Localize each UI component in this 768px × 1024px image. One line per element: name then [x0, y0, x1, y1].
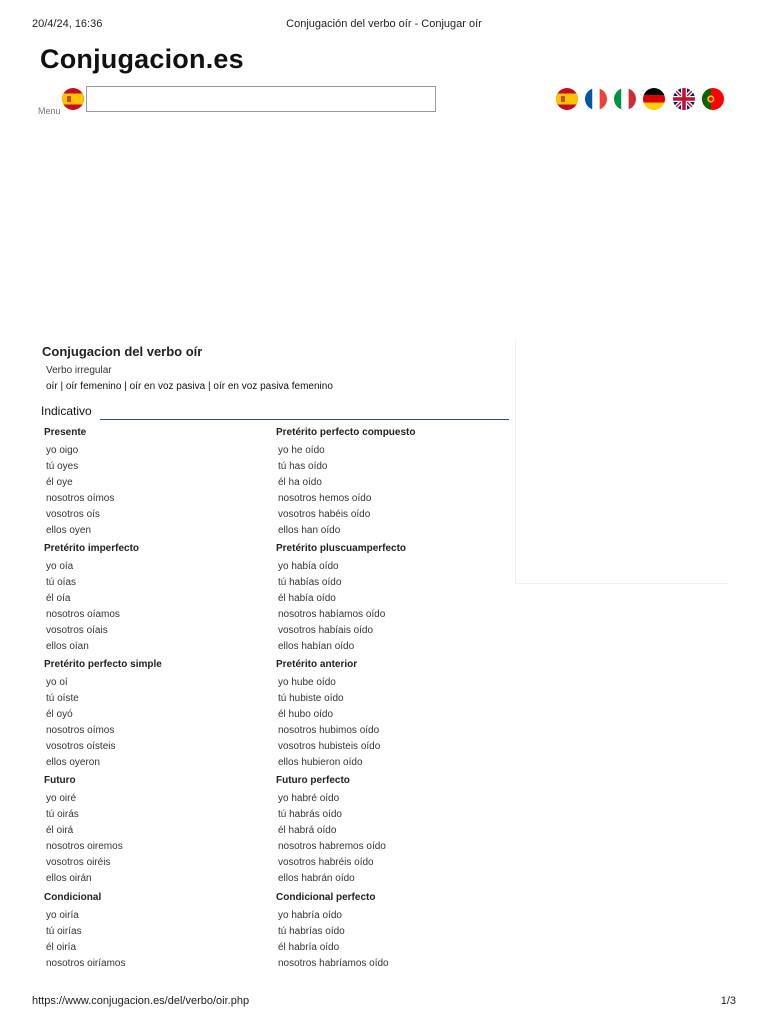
link-oir-voz-pasiva[interactable]: oír en voz pasiva [129, 381, 206, 392]
france-flag-icon[interactable] [585, 88, 607, 110]
conjugation-row: nosotros habríamos oído [278, 958, 389, 969]
conjugation-row: ellos habrán oído [278, 873, 355, 884]
italy-flag-icon[interactable] [614, 88, 636, 110]
link-separator: | [124, 381, 127, 392]
conjugation-row: nosotros habremos oído [278, 841, 386, 852]
spain-flag-icon[interactable] [556, 88, 578, 110]
conjugation-row: vosotros habréis oído [278, 857, 374, 868]
conjugation-row: yo hube oído [278, 677, 336, 688]
conjugation-row: él oirá [46, 825, 74, 836]
conjugation-row: él ha oído [278, 477, 322, 488]
conjugation-row: nosotros oíamos [46, 609, 120, 620]
link-oir-voz-pasiva-femenino[interactable]: oír en voz pasiva femenino [213, 381, 333, 392]
site-logo[interactable]: Conjugacion.es [40, 44, 244, 74]
conjugation-row: vosotros oíais [46, 625, 108, 636]
germany-flag-icon[interactable] [643, 88, 665, 110]
link-oir-femenino[interactable]: oír femenino [65, 381, 122, 392]
tense-preterito-pluscuamperfecto [276, 542, 496, 656]
conjugation-row: él habría oído [278, 942, 340, 953]
tense-futuro-perfecto [276, 774, 496, 888]
print-header [0, 18, 768, 32]
tense-name: Pretérito imperfecto [44, 543, 140, 554]
tense-name: Futuro perfecto [276, 775, 350, 786]
conjugation-row: tú oíste [46, 693, 79, 704]
conjugation-row: yo habré oído [278, 793, 340, 804]
conjugation-row: tú habrías oído [278, 926, 345, 937]
tense-preterito-perfecto-compuesto [276, 426, 496, 540]
conjugation-row: nosotros hubimos oído [278, 725, 380, 736]
print-datetime: 20/4/24, 16:36 [32, 18, 103, 30]
conjugation-row: ellos hubieron oído [278, 757, 363, 768]
conjugation-row: yo he oído [278, 445, 325, 456]
conjugation-row: vosotros oísteis [46, 741, 116, 752]
conjugation-row: ellos han oído [278, 525, 341, 536]
conjugation-row: tú habías oído [278, 577, 342, 588]
conjugation-row: él oiría [46, 942, 77, 953]
conjugation-row: él oía [46, 593, 71, 604]
conjugation-row: tú has oído [278, 461, 328, 472]
side-panel [515, 340, 728, 584]
mood-divider [100, 419, 509, 420]
conjugation-row: ellos oyen [46, 525, 92, 536]
tense-name: Presente [44, 427, 87, 438]
conjugation-row: tú hubiste oído [278, 693, 344, 704]
tense-preterito-imperfecto [44, 542, 264, 656]
link-separator: | [208, 381, 211, 392]
tense-futuro [44, 774, 264, 888]
conjugation-row: tú habrás oído [278, 809, 342, 820]
conjugation-row: yo habría oído [278, 910, 342, 921]
uk-flag-icon[interactable] [673, 88, 695, 110]
conjugation-row: nosotros oiríamos [46, 958, 126, 969]
tense-name: Futuro [44, 775, 76, 786]
portugal-flag-icon[interactable] [702, 88, 724, 110]
tense-condicional-perfecto [276, 891, 496, 973]
conjugation-row: nosotros oímos [46, 493, 115, 504]
tense-name: Condicional perfecto [276, 892, 376, 903]
conjugation-row: él oye [46, 477, 73, 488]
conjugation-row: vosotros habíais oído [278, 625, 374, 636]
tense-preterito-perfecto-simple [44, 658, 264, 772]
mood-heading: Indicativo [41, 404, 92, 418]
conjugation-row: él habrá oído [278, 825, 337, 836]
conjugation-row: vosotros hubisteis oído [278, 741, 381, 752]
conjugation-row: ellos oyeron [46, 757, 100, 768]
verb-variant-links [46, 381, 333, 392]
conjugation-row: ellos oirán [46, 873, 92, 884]
conjugation-row: tú oyes [46, 461, 79, 472]
conjugation-row: tú oirías [46, 926, 82, 937]
conjugation-row: él había oído [278, 593, 336, 604]
conjugation-row: tú oirás [46, 809, 79, 820]
conjugation-row: yo oía [46, 561, 74, 572]
search-input[interactable] [86, 86, 436, 112]
conjugation-row: ellos habían oído [278, 641, 355, 652]
conjugation-row: yo oiría [46, 910, 79, 921]
conjugation-row: nosotros habíamos oído [278, 609, 386, 620]
conjugation-row: nosotros hemos oído [278, 493, 372, 504]
conjugation-row: nosotros oiremos [46, 841, 123, 852]
conjugation-row: vosotros oiréis [46, 857, 111, 868]
menu-label[interactable]: Menu [38, 106, 61, 116]
verb-type: Verbo irregular [46, 365, 112, 376]
conjugation-row: él oyó [46, 709, 73, 720]
tense-presente [44, 426, 264, 540]
link-oir[interactable]: oír [46, 381, 58, 392]
spain-flag-icon[interactable] [62, 88, 84, 110]
conjugation-row: yo oiré [46, 793, 77, 804]
tense-name: Pretérito perfecto simple [44, 659, 162, 670]
conjugation-row: tú oías [46, 577, 77, 588]
tense-preterito-anterior [276, 658, 496, 772]
tense-name: Pretérito perfecto compuesto [276, 427, 416, 438]
conjugation-row: yo había oído [278, 561, 339, 572]
conjugation-row: vosotros habéis oído [278, 509, 371, 520]
conjugation-row: yo oí [46, 677, 68, 688]
conjugation-row: él hubo oído [278, 709, 334, 720]
conjugation-row: ellos oían [46, 641, 89, 652]
tense-condicional [44, 891, 264, 973]
print-page-number: 1/3 [720, 995, 736, 1007]
link-separator: | [60, 381, 64, 392]
verb-title: Conjugacion del verbo oír [42, 344, 203, 359]
conjugation-row: nosotros oímos [46, 725, 115, 736]
tense-name: Condicional [44, 892, 102, 903]
conjugation-row: vosotros oís [46, 509, 100, 520]
conjugation-row: yo oigo [46, 445, 79, 456]
tense-name: Pretérito anterior [276, 659, 358, 670]
tense-name: Pretérito pluscuamperfecto [276, 543, 407, 554]
print-url: https://www.conjugacion.es/del/verbo/oir.php [32, 995, 250, 1007]
print-page-title: Conjugación del verbo oír - Conjugar oír [286, 18, 482, 30]
